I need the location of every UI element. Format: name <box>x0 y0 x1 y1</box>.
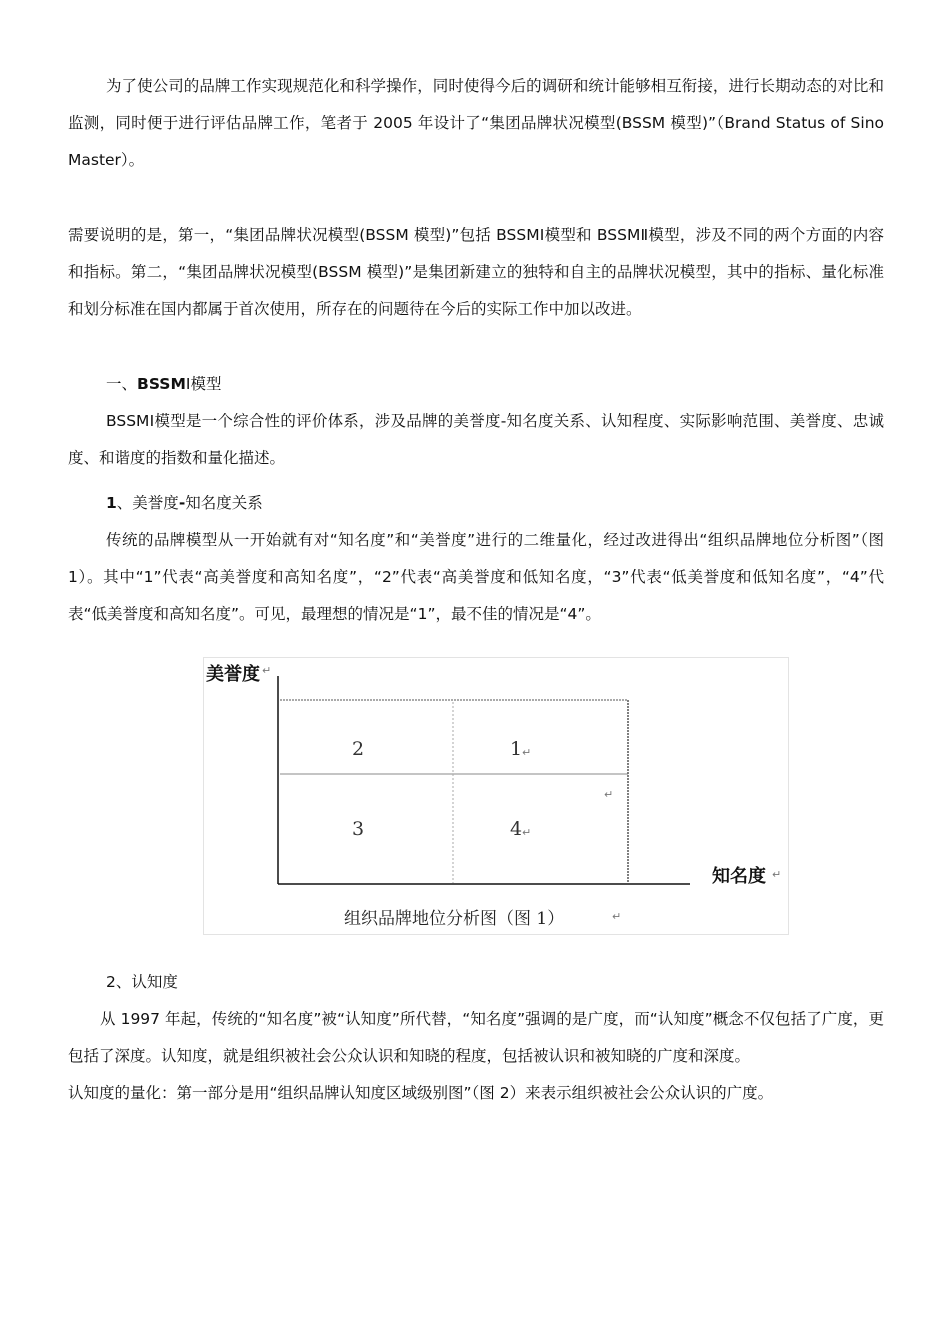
return-mark: ↵ <box>522 746 532 759</box>
paragraph-explanation: 需要说明的是，第一，“集团品牌状况模型(BSSM 模型)”包括 BSSMⅠ模型和 BSSMⅡ模型，涉及不同的两个方面的内容和指标。第二，“集团品牌状况模型(BSSM 模型)”是集团新建立的独特和自主的品牌状况模型，其中的指标、量化标准和划分标准在国内都属于首次使用，所存在的问题待在今后的实际工作中加以改进。 <box>68 226 884 318</box>
document-page <box>68 68 884 1112</box>
figure-caption: 组织品牌地位分析图（图 1） <box>344 909 565 929</box>
paragraph-recognition: 从 1997 年起，传统的“知名度”被“认知度”所代替，“知名度”强调的是广度，而“认知度”概念不仅包括了广度，更包括了深度。认知度，就是组织被社会公众认识和知晓的程度，包括被认识和被知晓的广度和深度。 <box>68 1010 884 1065</box>
paragraph-bssm1-desc: BSSMⅠ模型是一个综合性的评价体系，涉及品牌的美誉度-知名度关系、认知程度、实际影响范围、美誉度、忠诚度、和谐度的指数和量化描述。 <box>68 412 884 467</box>
return-mark: ↵ <box>522 826 532 839</box>
return-mark: ↵ <box>262 664 272 677</box>
section-heading-bssm1: 一、BSSMⅠ模型 <box>106 375 222 393</box>
quadrant-4-label: 4 <box>510 818 523 840</box>
x-axis-label: 知名度 <box>712 866 766 887</box>
paragraph-recognition-quantification: 认知度的量化：第一部分是用“组织品牌认知度区域级别图”（图 2）来表示组织被社会公众认识的广度。 <box>68 1084 774 1102</box>
quadrant-3-label: 3 <box>352 818 365 840</box>
brand-position-diagram <box>203 657 789 935</box>
return-mark: ↵ <box>772 868 782 881</box>
y-axis-label: 美誉度 <box>206 664 260 685</box>
quadrant-1-label: 1 <box>510 738 523 760</box>
paragraph-intro: 为了使公司的品牌工作实现规范化和科学操作，同时使得今后的调研和统计能够相互衔接，进行长期动态的对比和监测，同时便于进行评估品牌工作，笔者于 2005 年设计了“集团品牌状况模型(BSSM 模型)”（Brand Status of Sino Master）。 <box>68 77 884 169</box>
diagram-svg <box>204 658 788 934</box>
figure-1-wrapper <box>68 657 884 935</box>
subheading-recognition: 2、认知度 <box>106 973 178 991</box>
subheading-reputation-awareness: 1、美誉度-知名度关系 <box>106 494 263 512</box>
return-mark: ↵ <box>612 910 622 923</box>
return-mark: ↵ <box>604 788 614 801</box>
quadrant-2-label: 2 <box>352 738 365 760</box>
paragraph-traditional-model: 传统的品牌模型从一开始就有对“知名度”和“美誉度”进行的二维量化，经过改进得出“组织品牌地位分析图”（图 1）。其中“1”代表“高美誉度和高知名度”，“2”代表“高美誉度和低知名度，“3”代表“低美誉度和低知名度”，“4”代表“低美誉度和高知名度”。可见，最理想的情况是“1”，最不佳的情况是“4”。 <box>68 531 884 623</box>
